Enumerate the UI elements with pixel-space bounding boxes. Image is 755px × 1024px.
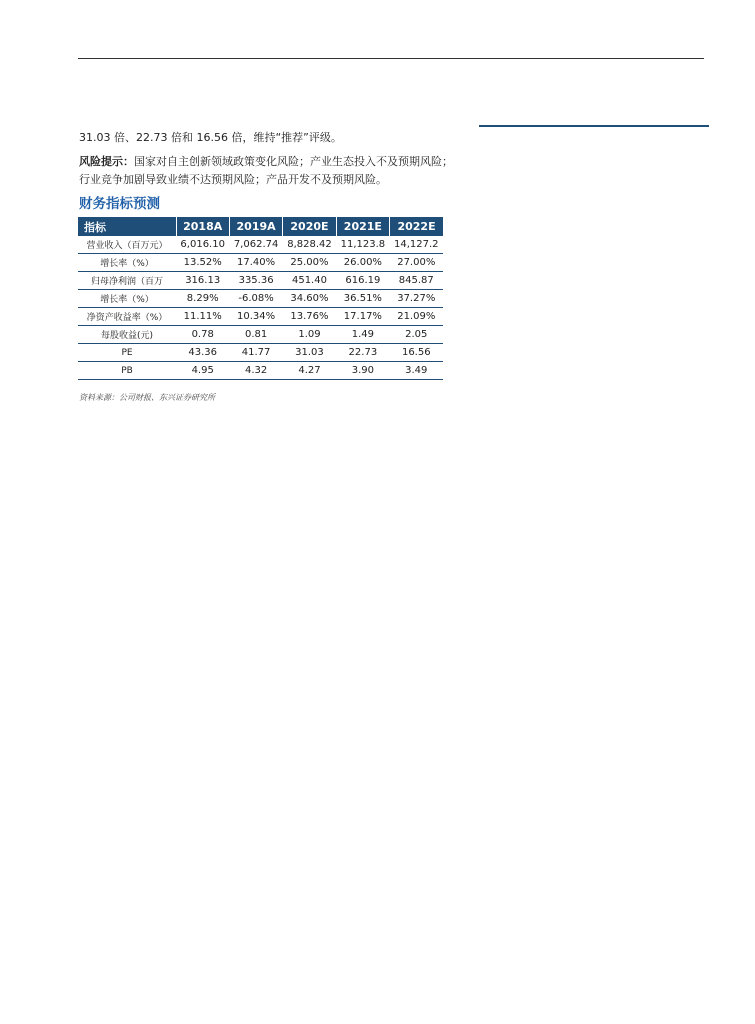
row-label: 营业收入（百万元） xyxy=(78,236,176,254)
table-cell: 335.36 xyxy=(229,272,282,290)
financial-forecast-table xyxy=(78,217,443,380)
table-cell: 17.17% xyxy=(336,308,389,326)
table-cell: 14,127.2 xyxy=(390,236,443,254)
header-cell: 2019A xyxy=(229,217,282,236)
table-cell: 8,828.42 xyxy=(283,236,336,254)
table-cell: 25.00% xyxy=(283,254,336,272)
table-cell: 26.00% xyxy=(336,254,389,272)
table-cell: 316.13 xyxy=(176,272,229,290)
table-row xyxy=(78,344,443,362)
table-cell: 11,123.8 xyxy=(336,236,389,254)
table-cell: 4.27 xyxy=(283,362,336,380)
header-rule xyxy=(78,58,704,59)
table-cell: 36.51% xyxy=(336,290,389,308)
table-row xyxy=(78,326,443,344)
risk-paragraph xyxy=(79,155,453,169)
row-label: PE xyxy=(78,344,176,362)
table-cell: 13.76% xyxy=(283,308,336,326)
table-row xyxy=(78,308,443,326)
header-cell: 2022E xyxy=(390,217,443,236)
table-cell: 31.03 xyxy=(283,344,336,362)
table-cell: 3.90 xyxy=(336,362,389,380)
table-cell: 11.11% xyxy=(176,308,229,326)
table-cell: 13.52% xyxy=(176,254,229,272)
table-cell: 3.49 xyxy=(390,362,443,380)
table-cell: 1.09 xyxy=(283,326,336,344)
table-cell: 4.95 xyxy=(176,362,229,380)
risk-text: 国家对自主创新领域政策变化风险；产业生态投入不及预期风险； xyxy=(134,155,453,168)
table-cell: 17.40% xyxy=(229,254,282,272)
section-title: 财务指标预测 xyxy=(79,196,160,212)
table-cell: 41.77 xyxy=(229,344,282,362)
row-label: PB xyxy=(78,362,176,380)
table-cell: 43.36 xyxy=(176,344,229,362)
table-cell: 0.81 xyxy=(229,326,282,344)
header-cell: 2020E xyxy=(283,217,336,236)
table-cell: 21.09% xyxy=(390,308,443,326)
header-cell: 2021E xyxy=(336,217,389,236)
table-cell: 0.78 xyxy=(176,326,229,344)
risk-paragraph-continued: 行业竞争加剧导致业绩不达预期风险；产品开发不及预期风险。 xyxy=(79,173,387,186)
row-label: 每股收益(元) xyxy=(78,326,176,344)
header-cell: 2018A xyxy=(176,217,229,236)
table-row xyxy=(78,236,443,254)
table-row xyxy=(78,272,443,290)
table-cell: 1.49 xyxy=(336,326,389,344)
table-cell: 34.60% xyxy=(283,290,336,308)
table-row xyxy=(78,290,443,308)
table-header-row xyxy=(78,217,443,236)
table-row xyxy=(78,254,443,272)
row-label: 归母净利润（百万 xyxy=(78,272,176,290)
risk-label: 风险提示： xyxy=(79,155,134,168)
table-cell: 451.40 xyxy=(283,272,336,290)
table-cell: 10.34% xyxy=(229,308,282,326)
table-cell: 22.73 xyxy=(336,344,389,362)
row-label: 净资产收益率（%） xyxy=(78,308,176,326)
header-cell: 指标 xyxy=(78,217,176,236)
row-label: 增长率（%） xyxy=(78,254,176,272)
table-cell: 27.00% xyxy=(390,254,443,272)
rating-paragraph: 31.03 倍、22.73 倍和 16.56 倍，维持“推荐”评级。 xyxy=(79,131,342,144)
table-cell: 2.05 xyxy=(390,326,443,344)
table-cell: 16.56 xyxy=(390,344,443,362)
table-cell: 8.29% xyxy=(176,290,229,308)
row-label: 增长率（%） xyxy=(78,290,176,308)
table-cell: 616.19 xyxy=(336,272,389,290)
table-row xyxy=(78,362,443,380)
table-cell: 6,016.10 xyxy=(176,236,229,254)
sidebar-rule xyxy=(479,125,709,127)
source-note: 资料来源：公司财报、东兴证券研究所 xyxy=(79,393,215,402)
table-cell: 7,062.74 xyxy=(229,236,282,254)
table-cell: 845.87 xyxy=(390,272,443,290)
table-cell: 4.32 xyxy=(229,362,282,380)
table-cell: 37.27% xyxy=(390,290,443,308)
table-cell: -6.08% xyxy=(229,290,282,308)
